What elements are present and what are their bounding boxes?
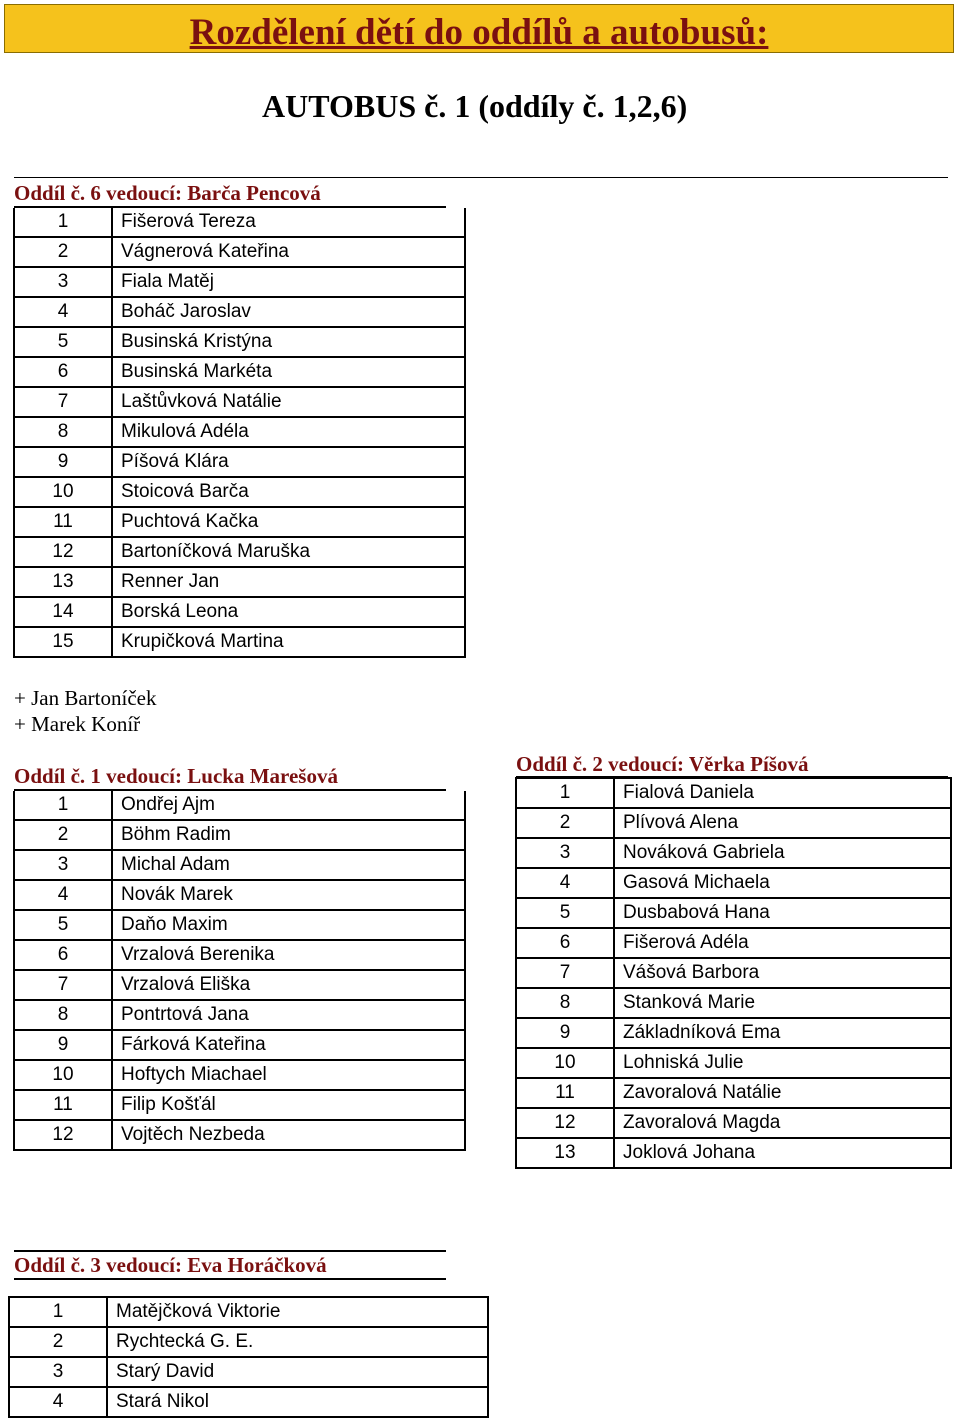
member-name: Rychtecká G. E. [107, 1327, 488, 1357]
member-number: 7 [14, 970, 112, 1000]
table-row [14, 1090, 465, 1120]
member-number: 1 [14, 791, 112, 820]
member-number: 8 [14, 1000, 112, 1030]
table-row [14, 237, 465, 267]
member-number: 4 [516, 868, 614, 898]
table-row [14, 1000, 465, 1030]
member-name: Lohniská Julie [614, 1048, 951, 1078]
table-row [516, 1048, 951, 1078]
member-name: Hoftych Miachael [112, 1060, 465, 1090]
member-name: Bartoníčková Maruška [112, 537, 465, 567]
member-number: 5 [14, 327, 112, 357]
group-3-heading-rule [14, 1278, 446, 1280]
table-row [14, 447, 465, 477]
member-number: 9 [516, 1018, 614, 1048]
table-row [14, 940, 465, 970]
member-number: 11 [14, 507, 112, 537]
table-row [516, 778, 951, 808]
member-number: 12 [516, 1108, 614, 1138]
member-number: 1 [14, 208, 112, 237]
member-number: 8 [516, 988, 614, 1018]
member-number: 6 [14, 357, 112, 387]
group-2-heading: Oddíl č. 2 vedoucí: Věrka Píšová [516, 752, 809, 776]
member-name: Píšová Klára [112, 447, 465, 477]
group-6-extra-member: + Marek Koníř [14, 712, 141, 736]
member-name: Vrzalová Eliška [112, 970, 465, 1000]
member-number: 10 [14, 477, 112, 507]
member-name: Filip Košťál [112, 1090, 465, 1120]
table-row [14, 357, 465, 387]
member-number: 8 [14, 417, 112, 447]
table-row [14, 537, 465, 567]
table-row [14, 970, 465, 1000]
member-name: Vášová Barbora [614, 958, 951, 988]
table-row [516, 1078, 951, 1108]
table-row [14, 1060, 465, 1090]
member-number: 3 [516, 838, 614, 868]
member-name: Vojtěch Nezbeda [112, 1120, 465, 1150]
table-row [516, 1018, 951, 1048]
member-number: 6 [14, 940, 112, 970]
member-number: 11 [516, 1078, 614, 1108]
member-name: Joklová Johana [614, 1138, 951, 1168]
member-name: Fiala Matěj [112, 267, 465, 297]
group-6-roster [13, 208, 466, 658]
member-name: Vágnerová Kateřina [112, 237, 465, 267]
group-2-roster [515, 777, 952, 1169]
member-name: Michal Adam [112, 850, 465, 880]
member-name: Stoicová Barča [112, 477, 465, 507]
table-row [14, 880, 465, 910]
table-row [14, 910, 465, 940]
member-name: Borská Leona [112, 597, 465, 627]
member-name: Starý David [107, 1357, 488, 1387]
member-name: Businská Markéta [112, 357, 465, 387]
member-name: Krupičková Martina [112, 627, 465, 657]
member-number: 1 [9, 1297, 107, 1327]
member-name: Renner Jan [112, 567, 465, 597]
member-name: Gasová Michaela [614, 868, 951, 898]
member-number: 14 [14, 597, 112, 627]
group-3-heading: Oddíl č. 3 vedoucí: Eva Horáčková [14, 1253, 327, 1277]
member-name: Plívová Alena [614, 808, 951, 838]
group-3-heading-top-rule [14, 1250, 446, 1252]
table-row [14, 627, 465, 657]
table-row [516, 928, 951, 958]
member-number: 2 [14, 237, 112, 267]
member-number: 7 [14, 387, 112, 417]
table-row [14, 597, 465, 627]
table-row [9, 1357, 488, 1387]
member-number: 2 [516, 808, 614, 838]
member-number: 1 [516, 778, 614, 808]
member-number: 2 [14, 820, 112, 850]
group-6-heading: Oddíl č. 6 vedoucí: Barča Pencová [14, 181, 321, 205]
table-row [14, 208, 465, 237]
member-name: Zavoralová Magda [614, 1108, 951, 1138]
member-name: Pontrtová Jana [112, 1000, 465, 1030]
table-row [516, 1138, 951, 1168]
member-name: Laštůvková Natálie [112, 387, 465, 417]
member-name: Dusbabová Hana [614, 898, 951, 928]
member-name: Fišerová Adéla [614, 928, 951, 958]
member-name: Základníková Ema [614, 1018, 951, 1048]
member-name: Ondřej Ajm [112, 791, 465, 820]
page-title: Rozdělení dětí do oddílů a autobusů: [189, 12, 769, 53]
member-number: 3 [14, 850, 112, 880]
member-number: 10 [516, 1048, 614, 1078]
member-name: Böhm Radim [112, 820, 465, 850]
group-6-extra-member: + Jan Bartoníček [14, 686, 157, 710]
member-name: Matějčková Viktorie [107, 1297, 488, 1327]
table-row [14, 477, 465, 507]
member-name: Vrzalová Berenika [112, 940, 465, 970]
member-number: 13 [516, 1138, 614, 1168]
table-row [516, 898, 951, 928]
member-number: 7 [516, 958, 614, 988]
table-row [9, 1297, 488, 1327]
table-row [14, 1030, 465, 1060]
member-number: 5 [516, 898, 614, 928]
member-number: 13 [14, 567, 112, 597]
member-number: 2 [9, 1327, 107, 1357]
title-banner [4, 4, 954, 53]
member-number: 11 [14, 1090, 112, 1120]
table-row [14, 820, 465, 850]
member-name: Nováková Gabriela [614, 838, 951, 868]
table-row [14, 567, 465, 597]
table-row [14, 850, 465, 880]
bus-title: AUTOBUS č. 1 (oddíly č. 1,2,6) [262, 88, 688, 124]
table-row [516, 868, 951, 898]
member-name: Zavoralová Natálie [614, 1078, 951, 1108]
table-row [14, 1120, 465, 1150]
member-number: 9 [14, 1030, 112, 1060]
table-row [14, 267, 465, 297]
table-row [14, 327, 465, 357]
divider-line [14, 177, 948, 178]
table-row [516, 1108, 951, 1138]
member-name: Mikulová Adéla [112, 417, 465, 447]
table-row [14, 791, 465, 820]
group-1-heading: Oddíl č. 1 vedoucí: Lucka Marešová [14, 764, 338, 788]
table-row [14, 297, 465, 327]
member-number: 3 [9, 1357, 107, 1387]
table-row [9, 1387, 488, 1417]
member-number: 10 [14, 1060, 112, 1090]
group-3-roster [8, 1296, 489, 1418]
table-row [516, 808, 951, 838]
member-name: Fišerová Tereza [112, 208, 465, 237]
member-name: Stanková Marie [614, 988, 951, 1018]
table-row [516, 958, 951, 988]
table-row [14, 417, 465, 447]
table-row [516, 988, 951, 1018]
table-row [9, 1327, 488, 1357]
member-number: 15 [14, 627, 112, 657]
table-row [516, 838, 951, 868]
member-name: Stará Nikol [107, 1387, 488, 1417]
member-number: 12 [14, 1120, 112, 1150]
member-number: 4 [14, 880, 112, 910]
member-name: Businská Kristýna [112, 327, 465, 357]
member-name: Fárková Kateřina [112, 1030, 465, 1060]
member-name: Fialová Daniela [614, 778, 951, 808]
table-row [14, 387, 465, 417]
member-number: 4 [14, 297, 112, 327]
member-number: 3 [14, 267, 112, 297]
table-row [14, 507, 465, 537]
member-name: Daňo Maxim [112, 910, 465, 940]
member-name: Novák Marek [112, 880, 465, 910]
member-number: 6 [516, 928, 614, 958]
member-name: Boháč Jaroslav [112, 297, 465, 327]
member-name: Puchtová Kačka [112, 507, 465, 537]
member-number: 12 [14, 537, 112, 567]
group-1-roster [13, 791, 466, 1151]
member-number: 5 [14, 910, 112, 940]
member-number: 9 [14, 447, 112, 477]
member-number: 4 [9, 1387, 107, 1417]
